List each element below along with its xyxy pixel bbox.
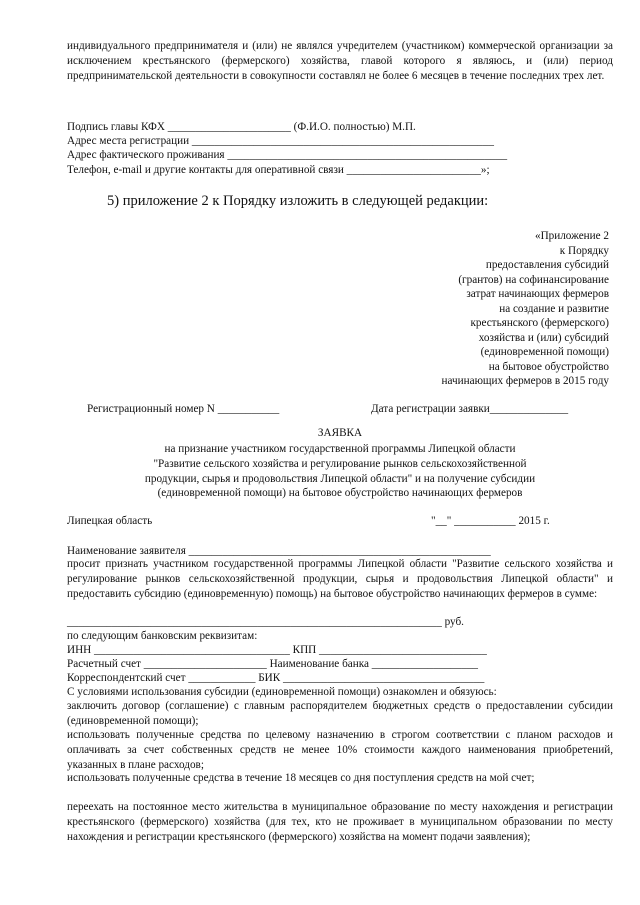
appendix-line: на бытовое обустройство	[488, 360, 609, 373]
application-title: ЗАЯВКА	[317, 427, 363, 439]
registration-date: Дата регистрации заявки______________	[371, 403, 569, 415]
request-paragraph: просит признать участником государственной программы Липецкой области "Развитие сельского хозяйства и регулирование рынков сельскохозяйственной продукции, сырья и продовольствия Липецкой области" и предоставить субсидию (единовременную) помощь) на бытовое обустройство начинающих фермеров в сумме:	[67, 558, 613, 600]
appendix-line: крестьянского (фермерского)	[470, 317, 609, 330]
appendix-line: к Порядку	[559, 244, 609, 257]
obligation-item: использовать полученные средства в течение 18 месяцев со дня поступления средств на мой счет;	[67, 772, 535, 784]
application-date: "__" ___________ 2015 г.	[431, 515, 550, 527]
conditions-intro: С условиями использования субсидии (единовременной помощи) ознакомлен и обязуюсь:	[67, 686, 497, 698]
applicant-name-line: Наименование заявителя ______________________________________________________	[67, 545, 491, 557]
appendix-line: «Приложение 2	[534, 230, 609, 242]
correspondent-bik-line: Корреспондентский счет ____________ БИК ____________________________________	[67, 672, 485, 684]
inn-kpp-line: ИНН ___________________________________ КПП ______________________________	[67, 644, 487, 656]
subtitle-line: продукции, сырья и продовольствия Липецкой области" и на получение субсидии	[144, 472, 536, 485]
account-bank-line: Расчетный счет ______________________ Наименование банка ___________________	[67, 658, 479, 670]
obligation-item: использовать полученные средства по целевому назначению в строгом соответствии с планом расходов и оплачивать за счет собственных средств не менее 10% стоимости каждого наименования приобретений, указанных в плане расходов;	[67, 729, 613, 771]
subtitle-line: на признание участником государственной программы Липецкой области	[164, 443, 516, 455]
appendix-header	[442, 229, 610, 389]
item-5-heading: 5) приложение 2 к Порядку изложить в следующей редакции:	[107, 193, 489, 209]
application-subtitle	[67, 442, 613, 501]
obligation-item: переехать на постоянное место жительства в муниципальное образование по месту нахождения и регистрации крестьянского (фермерского) хозяйства (для тех, кто не проживает в муниципальном образовании по месту нахождения и регистрации крестьянского (фермерского) хозяйства на момент подачи заявления);	[67, 801, 613, 843]
signature-line: Подпись главы КФХ ______________________ (Ф.И.О. полностью) М.П.	[67, 121, 416, 133]
region: Липецкая область	[67, 515, 153, 527]
subtitle-line: "Развитие сельского хозяйства и регулирование рынков сельскохозяйственной	[153, 457, 527, 470]
appendix-line: затрат начинающих фермеров	[466, 288, 609, 301]
appendix-line: (единовременной помощи)	[480, 346, 609, 359]
amount-line: ___________________________________________________________________ руб.	[67, 616, 464, 628]
bank-details-intro: по следующим банковским реквизитам:	[67, 630, 258, 642]
appendix-line: хозяйства и (или) субсидий	[478, 331, 609, 344]
actual-address-line: Адрес фактического проживания __________________________________________________	[67, 149, 508, 161]
intro-paragraph: индивидуального предпринимателя и (или) не являлся учредителем (участником) коммерческой организации за исключением крестьянского (фермерского) хозяйства, главой которого я являюсь, и (или) период предпринимательской деятельности в совокупности составлял не более 6 месяцев в течение последних трех лет.	[67, 40, 613, 82]
appendix-line: предоставления субсидий	[485, 259, 609, 272]
subtitle-line: (единовременной помощи) на бытовое обустройство начинающих фермеров	[157, 487, 523, 500]
appendix-line: начинающих фермеров в 2015 году	[441, 375, 609, 388]
contacts-line: Телефон, e-mail и другие контакты для оперативной связи ________________________»;	[67, 164, 490, 176]
obligation-item: заключить договор (соглашение) с главным распорядителем бюджетных средств о предоставлении субсидии (единовременной помощи);	[67, 700, 613, 727]
registration-address-line: Адрес места регистрации ______________________________________________________	[67, 135, 494, 147]
appendix-line: (грантов) на софинансирование	[458, 273, 609, 286]
appendix-line: на создание и развитие	[499, 302, 609, 315]
registration-number: Регистрационный номер N ___________	[87, 403, 280, 415]
